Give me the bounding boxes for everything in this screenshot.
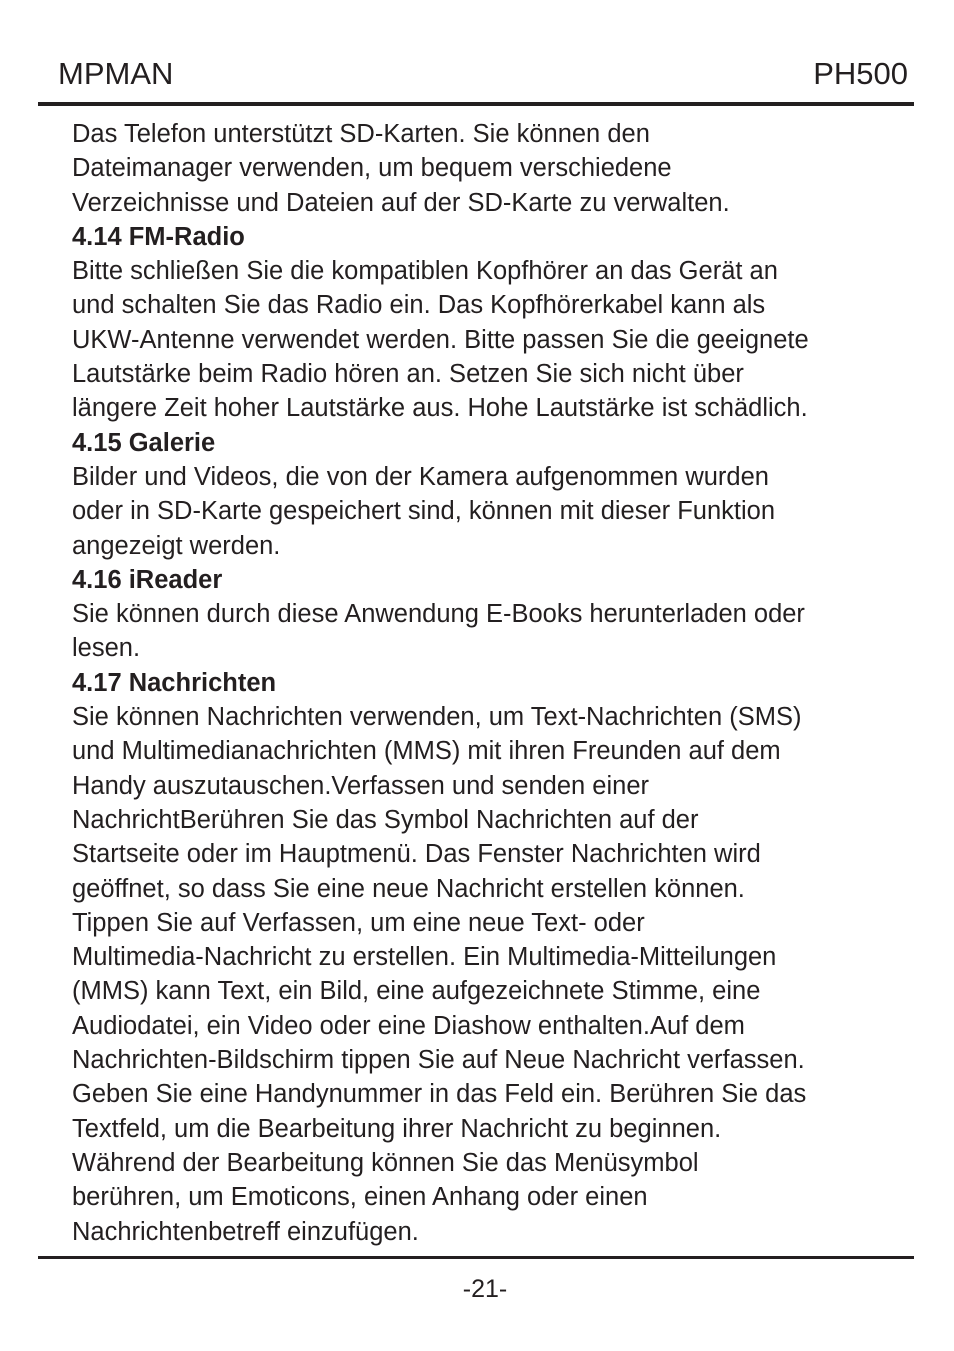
section-heading-ireader: 4.16 iReader [72, 565, 223, 594]
model-name: PH500 [813, 56, 908, 91]
section-body-galerie: Bilder und Videos, die von der Kamera aufgenommen wurden oder in SD-Karte gespeichert sind, können mit dieser Funktion angezeigt werden. [72, 462, 776, 560]
page-header [38, 50, 914, 106]
section-heading-galerie: 4.15 Galerie [72, 428, 216, 457]
brand-name: MPMAN [58, 56, 174, 91]
page-number: -21- [462, 1275, 508, 1303]
section-body-nachrichten: Sie können Nachrichten verwenden, um Text-Nachrichten (SMS) und Multimedianachrichten (MMS) mit ihren Freunden auf dem Handy auszutauschen.Verfassen und senden einer NachrichtBerühren Sie das Symbol Nachrichten auf der Startseite oder im Hauptmenü. Das Fenster Nachrichten wird geöffnet, so dass Sie eine neue Nachricht erstellen können. Tippen Sie auf Verfassen, um eine neue Text- oder Multimedia-Nachricht zu erstellen. Ein Multimedia-Mitteilungen (MMS) kann Text, ein Bild, eine aufgezeichnete Stimme, eine Audiodatei, ein Video oder eine Diashow enthalten.Auf dem Nachrichten-Bildschirm tippen Sie auf Neue Nachricht verfassen. Geben Sie eine Handynummer in das Feld ein. Berühren Sie das Textfeld, um die Bearbeitung ihrer Nachricht zu beginnen. Während der Bearbeitung können Sie das Menüsymbol berühren, um Emoticons, einen Anhang oder einen Nachrichtenbetreff einzufügen. [72, 703, 807, 1246]
section-body-fm-radio: Bitte schließen Sie die kompatiblen Kopfhörer an das Gerät an und schalten Sie das Radio ein. Das Kopfhörerkabel kann als UKW-Antenne verwendet werden. Bitte passen Sie die geeignete Lautstärke beim Radio hören an. Setzen Sie sich nicht über längere Zeit hoher Lautstärke aus. Hohe Lautstärke ist schädlich. [72, 257, 809, 423]
section-heading-fm-radio: 4.14 FM-Radio [72, 222, 245, 251]
page-content [72, 117, 902, 1249]
footer-divider [38, 1256, 914, 1259]
section-heading-nachrichten: 4.17 Nachrichten [72, 668, 277, 697]
intro-paragraph: Das Telefon unterstützt SD-Karten. Sie können den Dateimanager verwenden, um bequem verschiedene Verzeichnisse und Dateien auf der SD-Karte zu verwalten. [72, 120, 730, 217]
section-body-ireader: Sie können durch diese Anwendung E-Books herunterladen oder lesen. [72, 600, 805, 663]
